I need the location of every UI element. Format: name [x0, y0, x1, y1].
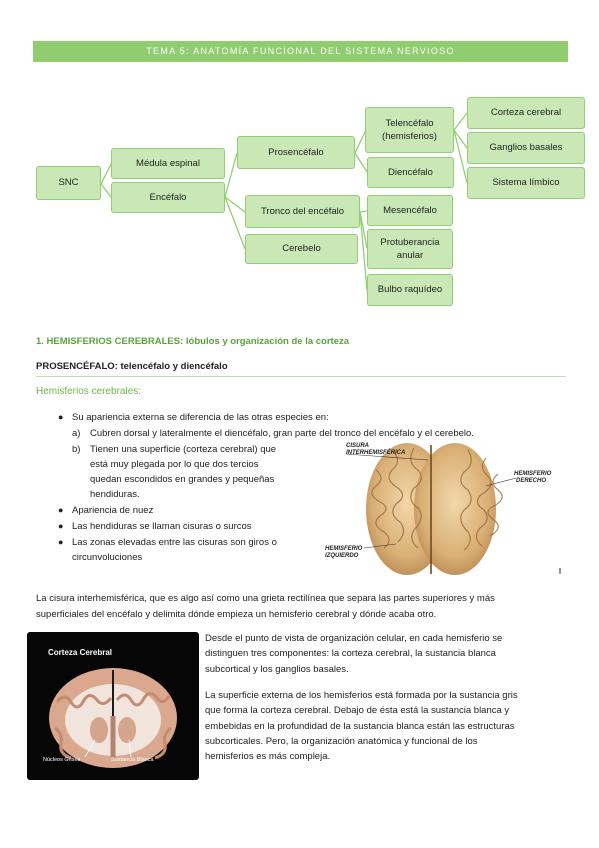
list-marker: b)	[72, 444, 81, 455]
node-bulbo-raquideo: Bulbo raquídeo	[367, 274, 453, 306]
paragraph-line: Desde el punto de vista de organización celular, en cada hemisferio se	[205, 633, 503, 644]
node-telencefalo: Telencéfalo (hemisferios)	[365, 107, 454, 153]
node-medula-espinal: Médula espinal	[111, 148, 225, 179]
node-mesencefalo: Mesencéfalo	[367, 195, 453, 226]
subsubsection-heading: Hemisferios cerebrales:	[36, 386, 142, 397]
bullet-text: Su apariencia externa se diferencia de las otras especies en:	[72, 412, 329, 423]
label-interhemisferica: INTERHEMISFÉRICA	[346, 450, 406, 456]
section-heading: 1. HEMISFERIOS CEREBRALES: lóbulos y organización de la corteza	[36, 336, 350, 347]
list-marker: a)	[72, 428, 81, 439]
paragraph-line: embebidas en la profundidad de la sustancia blanca están las estructuras	[205, 721, 515, 732]
list-item-text: está muy plegada por lo que dos tercios	[90, 459, 259, 470]
bullet-dot-icon: ●	[58, 537, 64, 547]
paragraph-line: que forma la corteza cerebral. Debajo de ésta está la sustancia blanca y	[205, 705, 510, 716]
label-sustancia-blanca: Sustancia Blanca	[111, 757, 154, 763]
brain-top-view-image	[316, 440, 566, 578]
paragraph-line: superficiales del encéfalo y delimita dónde empieza un hemisferio cerebral y dónde acaba otro.	[36, 609, 437, 620]
label-hemisferio-izq: HEMISFERIO	[325, 546, 363, 552]
page-title-banner: TEMA 5: ANATOMÍA FUNCIONAL DEL SISTEMA NERVIOSO	[33, 41, 568, 62]
list-item-text: Tienen una superficie (corteza cerebral) que	[90, 444, 277, 455]
node-corteza-cerebral: Corteza cerebral	[467, 97, 585, 129]
paragraph-line: subcorticales. Pero, la organización anatómica y funcional de los	[205, 736, 478, 747]
bullet-dot-icon: ●	[58, 412, 64, 422]
label-derecho: DERECHO	[516, 478, 547, 484]
node-cerebelo: Cerebelo	[245, 234, 358, 264]
list-item-text: Cubren dorsal y lateralmente el diencéfalo, gran parte del tronco del encéfalo y el cerebelo.	[90, 428, 474, 439]
bullet-dot-icon: ●	[58, 521, 64, 531]
node-encefalo: Encéfalo	[111, 182, 225, 213]
node-snc: SNC	[36, 166, 101, 200]
label-corteza-cerebral: Corteza Cerebral	[48, 648, 113, 657]
node-sistema-limbico: Sistema límbico	[467, 167, 585, 199]
label-izquierdo: IZQUIERDO	[325, 553, 359, 559]
subsection-heading: PROSENCÉFALO: telencéfalo y diencéfalo	[36, 361, 228, 372]
list-item-text: hendiduras.	[90, 489, 140, 500]
label-nucleos-grises: Núcleos Grises	[43, 757, 81, 763]
node-prosencefalo: Prosencéfalo	[237, 136, 355, 169]
paragraph-line: La cisura interhemisférica, que es algo así como una grieta rectilínea que separa las partes superiores y más	[36, 593, 495, 604]
node-diencefalo: Diencéfalo	[367, 157, 454, 188]
bullet-text: circunvoluciones	[72, 552, 143, 563]
heading-divider	[36, 376, 566, 377]
paragraph-line: La superficie externa de los hemisferios está formada por la sustancia gris	[205, 690, 518, 701]
bullet-text: Las hendiduras se llaman cisuras o surcos	[72, 521, 252, 532]
node-ganglios-basales: Ganglios basales	[467, 132, 585, 164]
paragraph-line: hemisferios es más compleja.	[205, 751, 331, 762]
bullet-text: Apariencia de nuez	[72, 505, 154, 516]
paragraph-line: subcortical y los ganglios basales.	[205, 664, 349, 675]
bullet-dot-icon: ●	[58, 505, 64, 515]
label-hemisferio-der: HEMISFERIO	[514, 471, 552, 477]
node-tronco-encefalo: Tronco del encéfalo	[245, 195, 360, 228]
node-protuberancia: Protuberancia anular	[367, 229, 453, 269]
brain-section-image	[27, 632, 199, 780]
bullet-text: Las zonas elevadas entre las cisuras son giros o	[72, 537, 277, 548]
label-cisura: CISURA	[346, 443, 370, 449]
paragraph-line: distinguen tres componentes: la corteza cerebral, la sustancia blanca	[205, 648, 496, 659]
list-item-text: quedan escondidos en grandes y pequeñas	[90, 474, 275, 485]
